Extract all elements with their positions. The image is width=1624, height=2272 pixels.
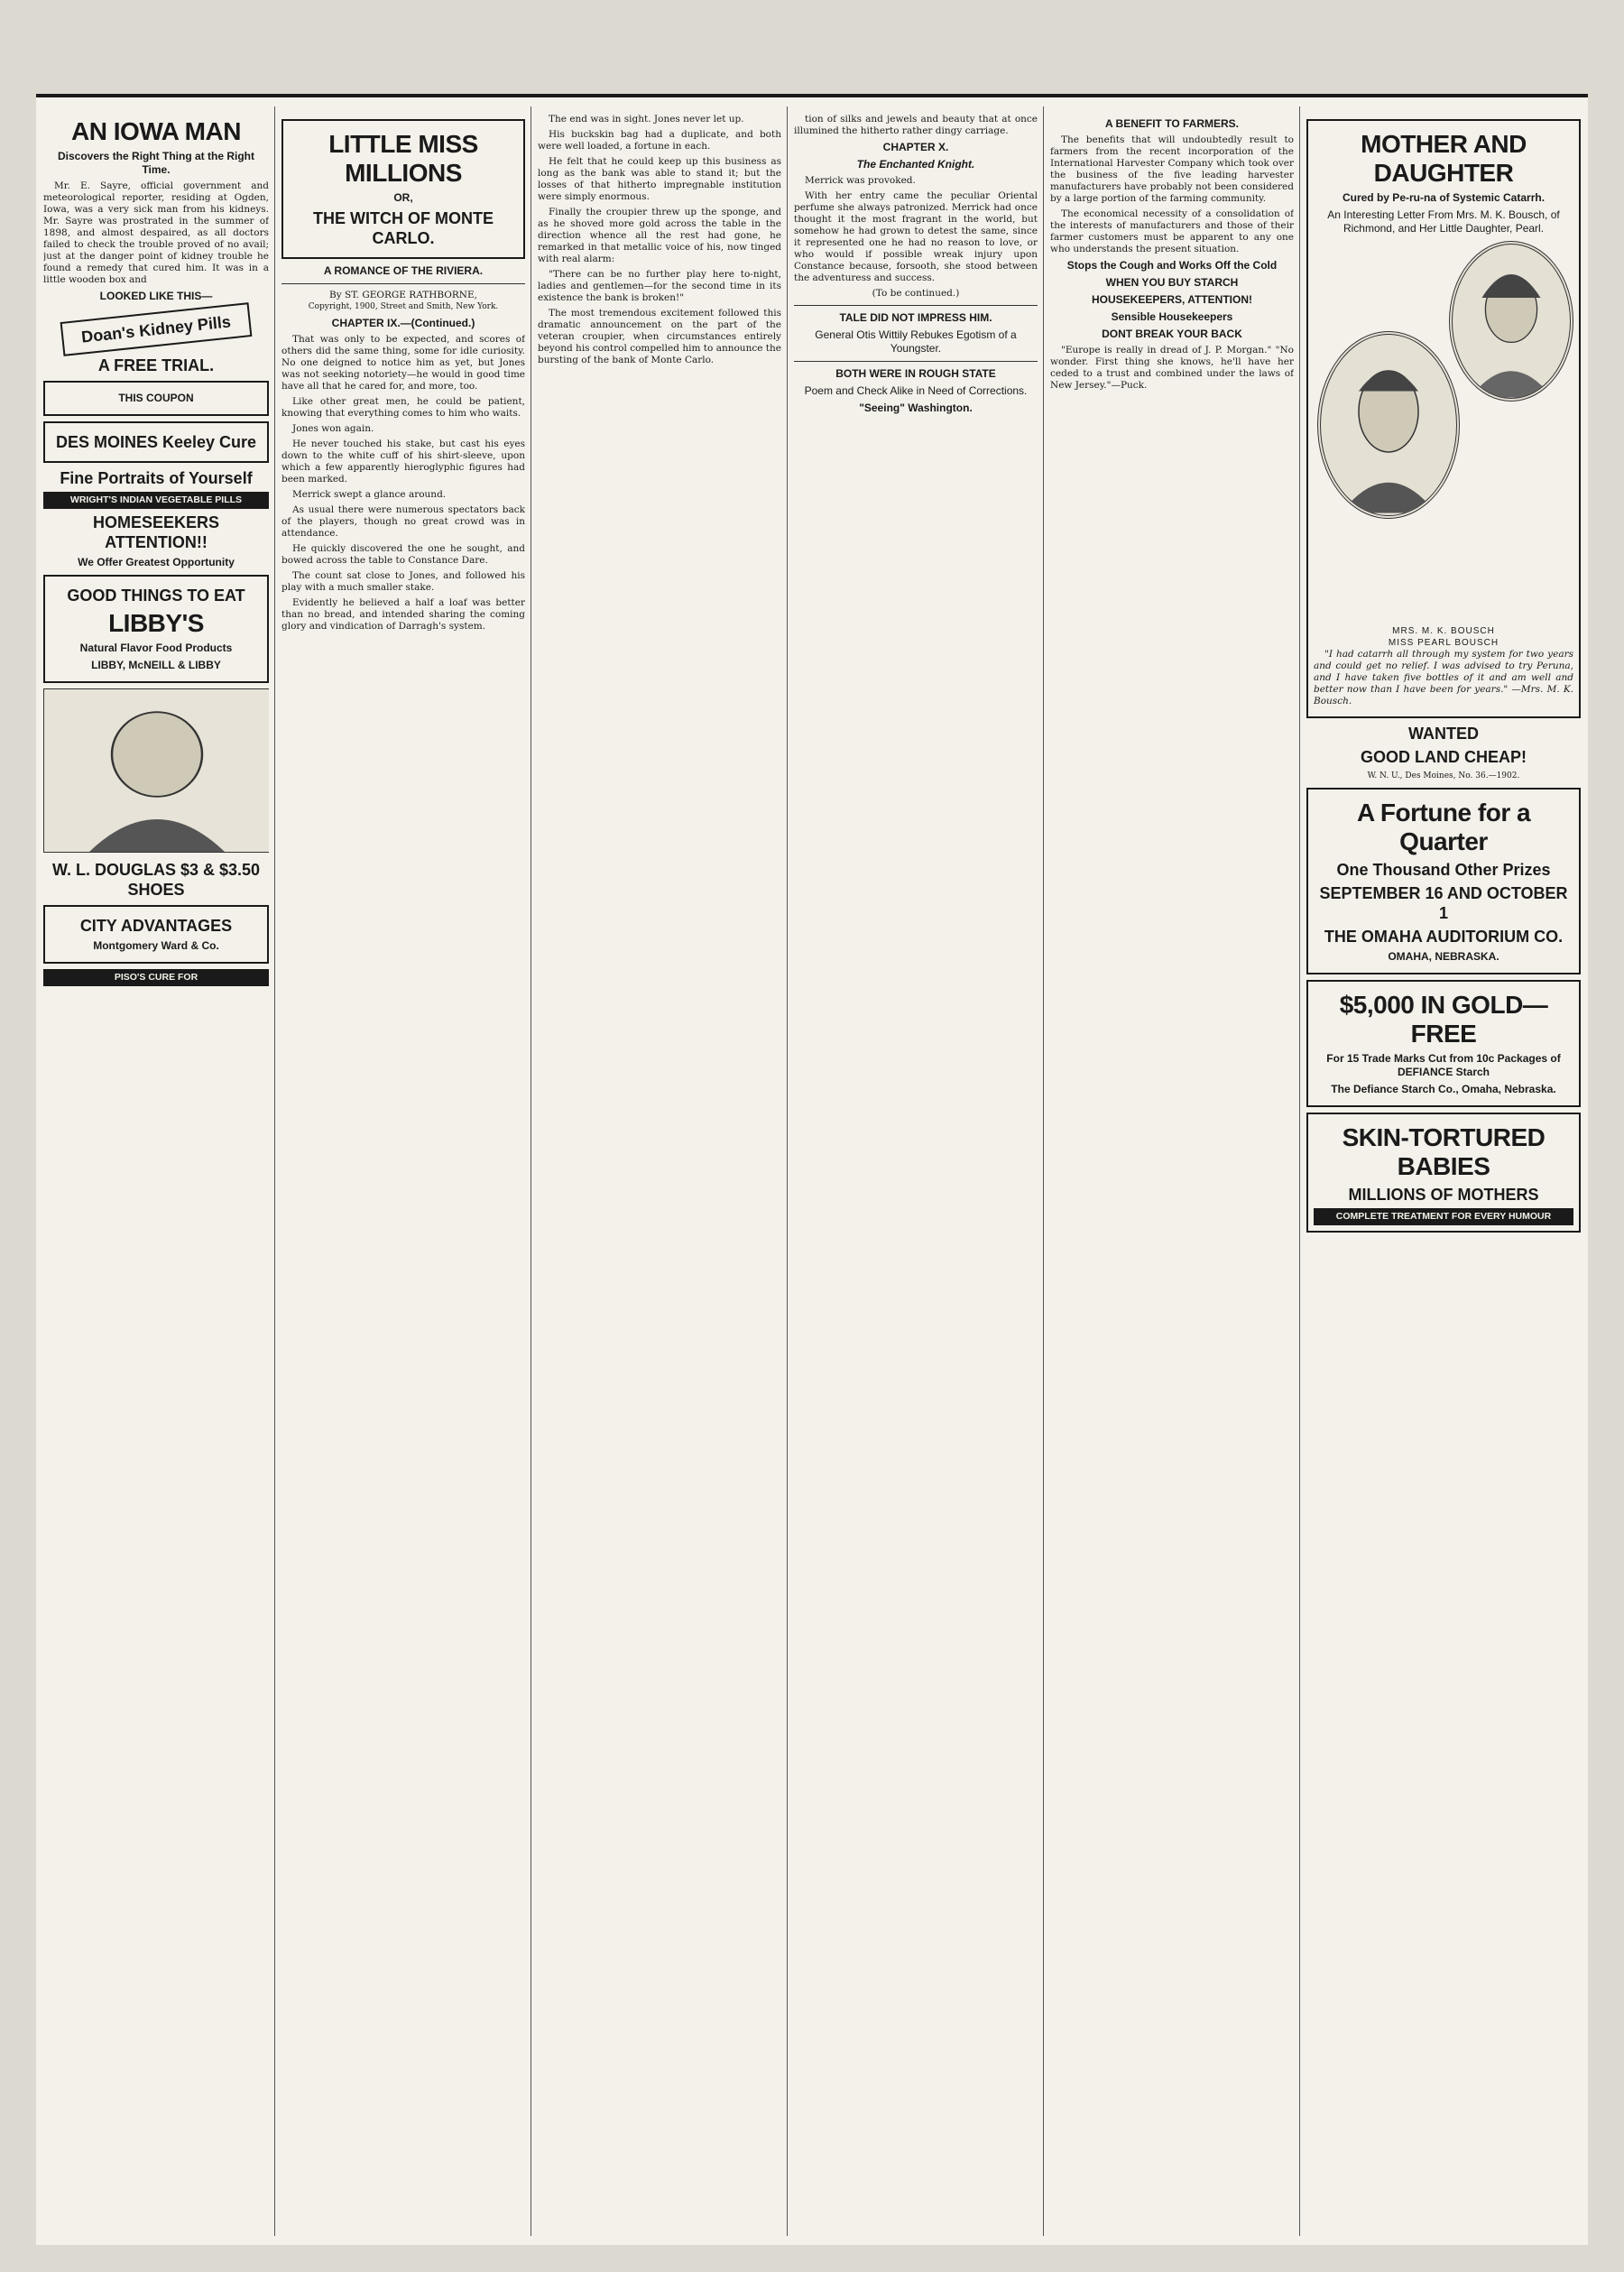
peruna-letter: An Interesting Letter From Mrs. M. K. Bousch, of Richmond, and Her Little Daughter, Pearl. <box>1327 208 1560 235</box>
story-column-3 <box>794 114 1038 2232</box>
coupon-box <box>43 381 269 416</box>
mother-portrait <box>1317 331 1460 519</box>
story-column-2 <box>538 114 781 2232</box>
story-column-1 <box>281 114 525 2232</box>
tale-headline: TALE DID NOT IMPRESS HIM. <box>839 311 992 324</box>
story-subtitle: THE WITCH OF MONTE CARLO. <box>313 209 494 247</box>
portraits-headline: Fine Portraits of Yourself <box>60 469 253 487</box>
paragraph: "There can be no further play here to-night, ladies and gentlemen—for the second time in its existence the bank is broken!" <box>538 269 781 303</box>
pisos-cure-ad: PISO'S CURE FOR <box>43 969 269 986</box>
douglas-shoes-headline: W. L. DOUGLAS $3 & $3.50 SHOES <box>51 861 261 899</box>
paragraph: That was only to be expected, and scores of others did the same thing, some for idle curiosity. No one deigned to notice him as yet, but Jones was not seeking notoriety—he would in good time have all that he cared for, and more, too. <box>281 334 525 392</box>
testimonial-quote: "I had catarrh all through my system for two years and could get no relief. I was advised to try Peruna, and I have taken five bottles of it and am well and better now than I have been for years." —Mrs. M. K. Bousch. <box>1314 649 1573 707</box>
story-author: By ST. GEORGE RATHBORNE, <box>329 290 477 300</box>
tale-subhead: General Otis Wittily Rebukes Egotism of a Youngster. <box>815 328 1017 355</box>
city-advantages-title: CITY ADVANTAGES <box>79 917 233 935</box>
omaha-city: OMAHA, NEBRASKA. <box>1388 950 1499 963</box>
prizes-headline: One Thousand Other Prizes <box>1336 861 1551 879</box>
paragraph: "Europe is really in dread of J. P. Morgan." "No wonder. First thing she knows, he'll have her ceded to a trust and combined under the laws of New Jersey."—Puck. <box>1050 345 1294 391</box>
column-rule <box>1043 106 1044 2236</box>
wnu-line: W. N. U., Des Moines, No. 36.—1902. <box>1367 771 1520 780</box>
gold-subhead: For 15 Trade Marks Cut from 10c Packages of DEFIANCE Starch <box>1326 1052 1561 1078</box>
coupon-label: THIS COUPON <box>118 392 194 404</box>
story-romance: A ROMANCE OF THE RIVIERA. <box>323 264 484 277</box>
mother-caption: MRS. M. K. BOUSCH <box>1392 626 1495 636</box>
douglas-portrait-image <box>43 688 269 853</box>
dont-break-headline: DONT BREAK YOUR BACK <box>1102 328 1242 340</box>
fortune-headline: A Fortune for a Quarter <box>1356 799 1531 855</box>
city-advantages-ad <box>43 905 269 964</box>
sensible-headline: Sensible Housekeepers <box>1111 310 1233 323</box>
skin-tortured-headline: SKIN-TORTURED BABIES <box>1342 1123 1546 1180</box>
defiance-company: The Defiance Starch Co., Omaha, Nebraska. <box>1331 1083 1556 1095</box>
newspaper-page <box>36 94 1588 2245</box>
starch-headline: WHEN YOU BUY STARCH <box>1105 276 1239 289</box>
iowa-man-text: Mr. E. Sayre, official government and meteorological reporter, residing at Ogden, Iowa, was a very sick man from his kidneys. Mr. Sayre was prostrated in the summer of 1898, and almost despaired, as all doctors failed to check the trouble proved of no avail; just at the danger point of kidney trouble he found a remedy that cured him. It was in a little wooden box and <box>43 180 269 285</box>
free-trial-headline: A FREE TRIAL. <box>97 356 215 374</box>
peruna-ad <box>1306 119 1581 718</box>
housekeepers-headline: HOUSEKEEPERS, ATTENTION! <box>1091 293 1252 306</box>
gold-headline: $5,000 IN GOLD—FREE <box>1339 991 1548 1048</box>
iowa-man-subhead: Discovers the Right Thing at the Right Time. <box>57 150 254 176</box>
good-things-headline: GOOD THINGS TO EAT <box>67 586 245 605</box>
paragraph: The economical necessity of a consolidation of the interests of manufacturers and those of their farmer customers must be apparent to any one who understands the present situation. <box>1050 208 1294 254</box>
seeing-washington-headline: "Seeing" Washington. <box>859 402 973 414</box>
doans-label: Doan's Kidney Pills <box>80 312 232 346</box>
paragraph: He quickly discovered the one he sought, and bowed across the table to Constance Dare. <box>281 543 525 566</box>
chapter-title: The Enchanted Knight. <box>856 158 975 171</box>
complete-treatment-bar: COMPLETE TREATMENT FOR EVERY HUMOUR <box>1314 1208 1573 1225</box>
keeley-cure-ad <box>43 421 269 463</box>
ads-column-left <box>43 114 269 2232</box>
montgomery-ward-name: Montgomery Ward & Co. <box>93 939 219 952</box>
dates-headline: SEPTEMBER 16 AND OCTOBER 1 <box>1319 884 1568 922</box>
doans-pill-box <box>60 302 253 356</box>
paragraph: Jones won again. <box>292 423 374 434</box>
cuticura-ad <box>1306 1113 1581 1233</box>
wrights-pills-ad: WRIGHT'S INDIAN VEGETABLE PILLS <box>43 492 269 509</box>
peruna-subhead: Cured by Pe-ru-na of Systemic Catarrh. <box>1342 191 1546 204</box>
paragraph: The benefits that will undoubtedly result to farmers from the recent incorporation of the International Harvester Company which took over the business of the five leading harvester manufacturers have probably not been considered by a large portion of the farming community. <box>1050 134 1294 204</box>
homeseekers-headline: HOMESEEKERS ATTENTION!! <box>92 513 220 551</box>
millions-headline: MILLIONS OF MOTHERS <box>1348 1186 1539 1204</box>
daughter-portrait-image <box>1453 245 1570 398</box>
paragraph: The count sat close to Jones, and followed his play with a much smaller stake. <box>281 570 525 593</box>
chapter-heading: CHAPTER IX.—(Continued.) <box>331 317 475 329</box>
column-rule <box>274 106 275 2236</box>
greatest-opportunity: We Offer Greatest Opportunity <box>78 556 235 568</box>
omaha-ad <box>1306 788 1581 974</box>
good-land-headline: GOOD LAND CHEAP! <box>1361 748 1527 766</box>
iowa-man-headline: AN IOWA MAN <box>71 117 241 145</box>
paragraph: Finally the croupier threw up the sponge, and as he shoved more gold across the table in the direction whence all the rest had gone, he remarked in that metallic voice of his, now tinged with real alarm: <box>538 207 781 264</box>
paragraph: He felt that he could keep up this business as long as the bank was able to stand it; but the losses of that hitherto impregnable institution were simply enormous. <box>538 156 781 202</box>
paragraph: His buckskin bag had a duplicate, and both were well loaded, a fortune in each. <box>538 129 781 152</box>
story-copyright: Copyright, 1900, Street and Smith, New York. <box>308 302 499 311</box>
paragraph: Like other great men, he could be patient, knowing that everything comes to him who waits. <box>281 396 525 419</box>
paragraph: Evidently he believed a half a loaf was better than no bread, and intended sharing the coming glory and vindication of Darragh's system. <box>281 597 525 632</box>
paragraph: With her entry came the peculiar Oriental perfume she always patronized. Merrick had once thought it the most fragrant in the world, but somehow he had grown to detest the same, since it represented one he had no reason to love, or who would if possible wreak injury upon Constance because, forsooth, she stood between the adventuress and success. <box>794 190 1038 283</box>
portrait-ovals <box>1314 241 1573 620</box>
column-rule <box>787 106 788 2236</box>
mother-portrait-image <box>1321 335 1456 515</box>
column-rule <box>1299 106 1300 2236</box>
news-column <box>1050 114 1294 2232</box>
paragraph: Merrick swept a glance around. <box>292 489 447 500</box>
paragraph: The end was in sight. Jones never let up. <box>549 114 744 125</box>
defiance-starch-ad <box>1306 980 1581 1107</box>
divider <box>794 305 1038 306</box>
to-be-continued: (To be continued.) <box>872 288 960 299</box>
libbys-logo: LIBBY'S <box>108 609 204 637</box>
rough-state-subhead: Poem and Check Alike in Need of Corrections. <box>804 384 1028 397</box>
paragraph: Merrick was provoked. <box>805 175 916 186</box>
story-title: LITTLE MISS MILLIONS <box>328 130 478 187</box>
looked-like-label: LOOKED LIKE THIS— <box>99 290 213 302</box>
daughter-portrait <box>1449 241 1573 402</box>
paragraph: He never touched his stake, but cast his eyes down to the white cuff of his shirt-sleeve, upon which a few apparently hieroglyphic figures had been marked. <box>281 439 525 485</box>
paragraph: As usual there were numerous spectators back of the players, though no great crowd was in attendance. <box>281 504 525 539</box>
story-or: OR, <box>393 191 413 204</box>
natural-flavor-label: Natural Flavor Food Products <box>79 642 233 654</box>
mother-daughter-headline: MOTHER AND DAUGHTER <box>1361 130 1527 187</box>
paragraph: tion of silks and jewels and beauty that at once illumined the hitherto rather dingy carriage. <box>794 114 1038 136</box>
farmers-headline: A BENEFIT TO FARMERS. <box>1104 117 1239 130</box>
wanted-headline: WANTED <box>1408 725 1479 743</box>
libbys-ad <box>43 575 269 683</box>
keeley-title: DES MOINES Keeley Cure <box>55 433 257 451</box>
omaha-company: THE OMAHA AUDITORIUM CO. <box>1324 928 1564 946</box>
daughter-caption: MISS PEARL BOUSCH <box>1388 638 1499 648</box>
cough-headline: Stops the Cough and Works Off the Cold <box>1066 259 1278 272</box>
libby-company: LIBBY, McNEILL & LIBBY <box>91 659 221 671</box>
paragraph: The most tremendous excitement followed this dramatic announcement on the part of the veteran croupier, when circumstances entirely beyond his control compelled him to announce the bursting of the bank of Monte Carlo. <box>538 308 781 365</box>
rough-state-headline: BOTH WERE IN ROUGH STATE <box>835 367 996 380</box>
divider <box>794 361 1038 362</box>
chapter-heading: CHAPTER X. <box>882 141 949 153</box>
story-title-box <box>281 119 525 259</box>
ads-column-right <box>1306 114 1581 2232</box>
divider <box>281 283 525 284</box>
